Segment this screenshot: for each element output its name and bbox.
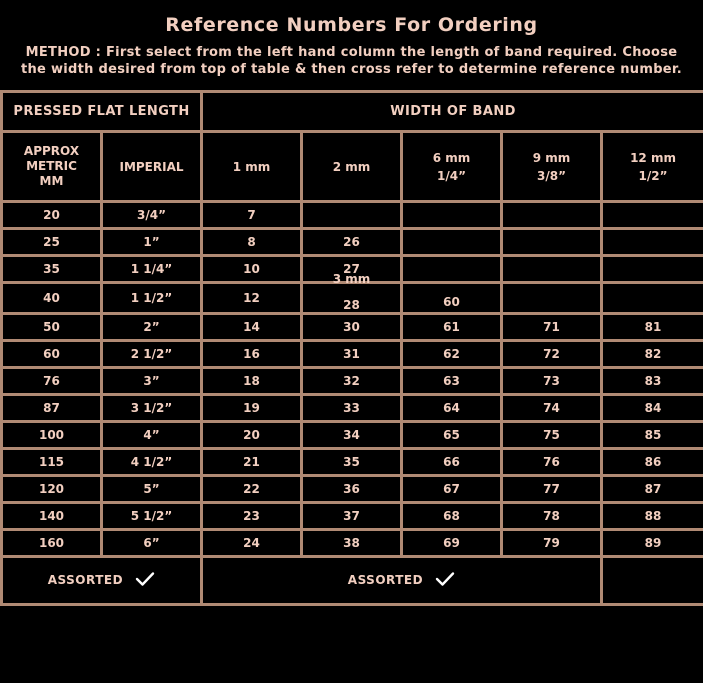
cell-ref-value: 28 (343, 298, 360, 312)
width-3-top: 6 mm (432, 150, 471, 165)
group-header-row (2, 92, 703, 132)
cell-ref: 24 (202, 530, 302, 557)
cell-ref: 68 (402, 503, 502, 530)
cell-metric: 35 (2, 256, 102, 283)
table-row (2, 368, 703, 395)
group-header-pressed-flat-length: PRESSED FLAT LENGTH (2, 92, 202, 132)
table-row (2, 283, 703, 314)
column-header-width-5 (602, 132, 703, 202)
cell-ref: 35 (302, 449, 402, 476)
cell-metric: 160 (2, 530, 102, 557)
cell-ref: 78 (502, 503, 602, 530)
width-4-bottom: 3/8” (537, 168, 566, 183)
cell-imperial: 5” (102, 476, 202, 503)
column-header-width-3 (402, 132, 502, 202)
cell-imperial: 3” (102, 368, 202, 395)
cell-ref: 26 (302, 229, 402, 256)
cell-ref: 23 (202, 503, 302, 530)
column-header-metric: APPROX METRIC MM (2, 132, 102, 202)
cell-metric: 120 (2, 476, 102, 503)
column-header-width-2 (302, 132, 402, 202)
cell-imperial: 2 1/2” (102, 341, 202, 368)
cell-ref: 10 (202, 256, 302, 283)
cell-ref: 83 (602, 368, 703, 395)
cell-metric: 40 (2, 283, 102, 314)
table-row (2, 314, 703, 341)
table-row (2, 503, 703, 530)
cell-ref: 20 (202, 422, 302, 449)
cell-ref (602, 229, 703, 256)
cell-imperial: 1 1/4” (102, 256, 202, 283)
cell-ref: 36 (302, 476, 402, 503)
cell-ref: 32 (302, 368, 402, 395)
cell-ref: 61 (402, 314, 502, 341)
table-row (2, 395, 703, 422)
column-header-width-4 (502, 132, 602, 202)
cell-ref: 65 (402, 422, 502, 449)
cell-metric: 140 (2, 503, 102, 530)
cell-ref: 86 (602, 449, 703, 476)
cell-metric: 115 (2, 449, 102, 476)
cell-ref: 64 (402, 395, 502, 422)
assorted-label-right: ASSORTED (347, 573, 424, 587)
table-row (2, 476, 703, 503)
cell-ref: 72 (502, 341, 602, 368)
cell-imperial: 3 1/2” (102, 395, 202, 422)
method-line-1: METHOD : First select from the left hand column the length of band required. Choose (25, 45, 678, 60)
cell-ref: 27 (302, 256, 402, 283)
cell-ref (402, 202, 502, 229)
cell-ref: 31 (302, 341, 402, 368)
cell-ref: 75 (502, 422, 602, 449)
cell-ref-with-note (302, 272, 402, 314)
cell-ref (402, 256, 502, 283)
width-3mm-note: 3 mm (332, 272, 371, 286)
table-row (2, 530, 703, 557)
cell-ref (602, 202, 703, 229)
cell-ref: 21 (202, 449, 302, 476)
cell-ref: 16 (202, 341, 302, 368)
cell-ref (502, 283, 602, 314)
cell-ref (402, 229, 502, 256)
header (0, 0, 703, 90)
table-row (2, 449, 703, 476)
cell-ref: 63 (402, 368, 502, 395)
width-3-bottom: 1/4” (437, 168, 466, 183)
column-header-imperial: IMPERIAL (102, 132, 202, 202)
cell-ref: 81 (602, 314, 703, 341)
cell-imperial: 3/4” (102, 202, 202, 229)
cell-metric: 25 (2, 229, 102, 256)
cell-ref: 74 (502, 395, 602, 422)
cell-ref: 73 (502, 368, 602, 395)
cell-ref (502, 229, 602, 256)
cell-metric: 76 (2, 368, 102, 395)
cell-imperial: 4” (102, 422, 202, 449)
assorted-label-left: ASSORTED (47, 573, 124, 587)
group-header-width-of-band: WIDTH OF BAND (202, 92, 703, 132)
cell-ref: 8 (202, 229, 302, 256)
cell-ref (602, 283, 703, 314)
cell-ref: 84 (602, 395, 703, 422)
cell-ref: 19 (202, 395, 302, 422)
cell-ref: 33 (302, 395, 402, 422)
cell-ref: 89 (602, 530, 703, 557)
table-row (2, 422, 703, 449)
cell-ref: 67 (402, 476, 502, 503)
cell-ref: 88 (602, 503, 703, 530)
width-1-top: 1 mm (232, 159, 271, 174)
cell-ref-value: 60 (443, 295, 460, 309)
table-row (2, 229, 703, 256)
cell-ref: 85 (602, 422, 703, 449)
table-row (2, 202, 703, 229)
table-row (2, 341, 703, 368)
cell-ref: 87 (602, 476, 703, 503)
cell-ref: 71 (502, 314, 602, 341)
cell-ref: 38 (302, 530, 402, 557)
cell-ref: 62 (402, 341, 502, 368)
cell-ref: 14 (202, 314, 302, 341)
cell-ref: 77 (502, 476, 602, 503)
method-line-2: the width desired from top of table & then cross refer to determine reference number. (20, 62, 683, 77)
cell-ref: 22 (202, 476, 302, 503)
cell-metric: 87 (2, 395, 102, 422)
cell-metric: 100 (2, 422, 102, 449)
cell-metric: 50 (2, 314, 102, 341)
assorted-row (2, 557, 703, 605)
cell-metric: 60 (2, 341, 102, 368)
cell-ref: 34 (302, 422, 402, 449)
width-5-top: 12 mm (630, 150, 676, 165)
cell-imperial: 1” (102, 229, 202, 256)
cell-ref: 69 (402, 530, 502, 557)
cell-ref: 82 (602, 341, 703, 368)
method-instructions (0, 44, 703, 78)
cell-imperial: 1 1/2” (102, 283, 202, 314)
cell-ref (602, 256, 703, 283)
cell-ref: 79 (502, 530, 602, 557)
cell-ref: 76 (502, 449, 602, 476)
cell-ref (502, 256, 602, 283)
cell-ref (302, 202, 402, 229)
cell-imperial: 2” (102, 314, 202, 341)
cell-ref: 12 (202, 283, 302, 314)
cell-imperial: 6” (102, 530, 202, 557)
checkmark-icon (435, 571, 455, 590)
cell-ref: 37 (302, 503, 402, 530)
cell-metric: 20 (2, 202, 102, 229)
checkmark-icon (135, 571, 155, 590)
cell-ref: 18 (202, 368, 302, 395)
cell-imperial: 4 1/2” (102, 449, 202, 476)
reference-table (0, 90, 703, 606)
width-4-top: 9 mm (532, 150, 571, 165)
assorted-cell-left (2, 557, 202, 605)
width-5-bottom: 1/2” (638, 168, 668, 183)
width-2-top: 2 mm (332, 159, 371, 174)
cell-imperial: 5 1/2” (102, 503, 202, 530)
cell-ref: 30 (302, 314, 402, 341)
cell-ref: 7 (202, 202, 302, 229)
column-header-width-1 (202, 132, 302, 202)
assorted-cell-empty (602, 557, 703, 605)
cell-ref (502, 202, 602, 229)
assorted-cell-right (202, 557, 602, 605)
page-title: Reference Numbers For Ordering (165, 14, 538, 36)
column-header-row (2, 132, 703, 202)
cell-ref: 66 (402, 449, 502, 476)
cell-ref (402, 283, 502, 314)
